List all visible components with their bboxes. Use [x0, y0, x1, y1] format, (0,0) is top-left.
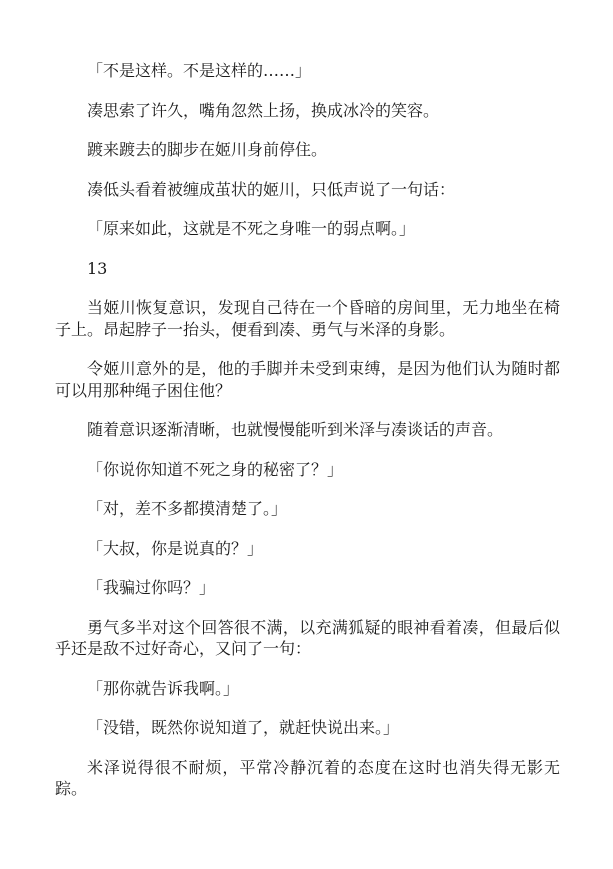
paragraph-1: 「不是这样。不是这样的……」: [87, 61, 312, 80]
section-number: 13: [87, 258, 108, 278]
paragraph-3: 踱来踱去的脚步在姬川身前停住。: [87, 140, 328, 159]
paragraph-10: 「你说你知道不死之身的秘密了？」: [87, 459, 344, 479]
paragraph-17: 米泽说得很不耐烦，平常冷静沉着的态度在这时也消失得无影无踪。: [55, 757, 560, 798]
paragraph-8: 令姬川意外的是，他的手脚并未受到束缚，是因为他们认为随时都可以用那种绳子困住他？: [55, 359, 560, 400]
paragraph-12: 「大叔，你是说真的？」: [87, 538, 264, 558]
paragraph-11: 「对，差不多都摸清楚了。」: [87, 499, 288, 518]
paragraph-4: 凑低头看着被缠成茧状的姬川，只低声说了一句话：: [87, 179, 456, 199]
paragraph-16: 「没错，既然你说知道了，就赶快说出来。」: [87, 718, 400, 737]
paragraph-5: 「原来如此，这就是不死之身唯一的弱点啊。」: [87, 219, 416, 238]
paragraph-15: 「那你就告诉我啊。」: [87, 678, 240, 698]
paragraph-7: 当姬川恢复意识，发现自己待在一个昏暗的房间里，无力地坐在椅子上。昂起脖子一抬头，便看到凑、勇气与米泽的身影。: [55, 298, 560, 339]
document-body: [55, 60, 560, 818]
paragraph-9: 随着意识逐渐清晰，也就慢慢能听到米泽与凑谈话的声音。: [87, 420, 504, 439]
paragraph-14: 勇气多半对这个回答很不满，以充满狐疑的眼神看着凑，但最后似乎还是敌不过好奇心，又问了一句：: [55, 617, 560, 658]
paragraph-2: 凑思索了许久，嘴角忽然上扬，换成冰冷的笑容。: [87, 100, 440, 120]
paragraph-13: 「我骗过你吗？」: [87, 578, 216, 597]
